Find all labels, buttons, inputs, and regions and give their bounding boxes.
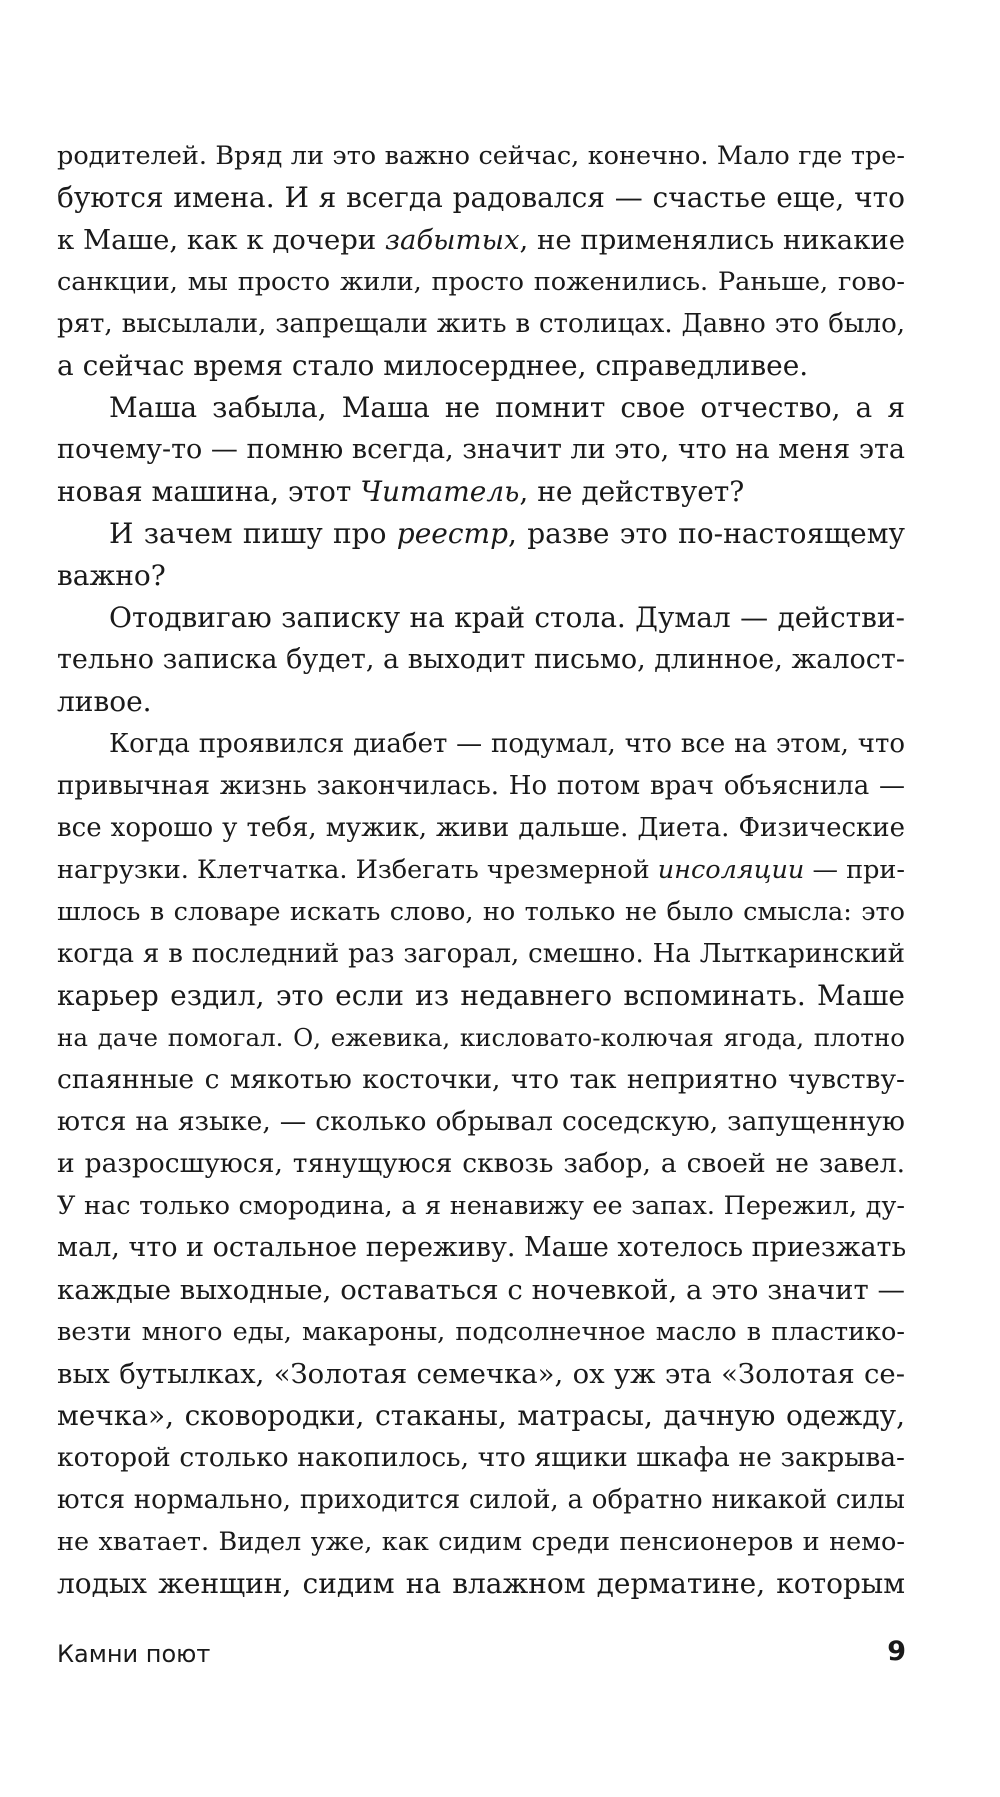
text-run: мечка», сковородки, стаканы, матрасы, дачную одежду, xyxy=(57,1399,905,1432)
text-line xyxy=(57,1437,905,1479)
text-run: ливое. xyxy=(57,685,152,718)
text-run: карьер ездил, это если из недавнего вспоминать. Маше xyxy=(57,979,905,1012)
text-run: У нас только смородина, а я ненавижу ее запах. Пережил, ду- xyxy=(57,1191,905,1221)
text-run: вых бутылках, «Золотая семечка», ох уж эта «Золотая се- xyxy=(57,1358,905,1390)
text-line xyxy=(57,1311,905,1353)
text-run: новая машина, этот xyxy=(57,475,361,508)
text-line xyxy=(57,303,905,345)
text-line xyxy=(57,555,905,597)
italic-term: инсоляции xyxy=(657,855,805,885)
text-line xyxy=(57,723,905,765)
text-line xyxy=(57,597,905,639)
text-run: Маша забыла, Маша не помнит свое отчество, а я xyxy=(109,391,905,424)
text-run: буются имена. И я всегда радовался — счастье еще, что xyxy=(57,181,905,214)
text-line xyxy=(57,765,905,807)
text-line xyxy=(57,807,905,849)
text-run: нагрузки. Клетчатка. Избегать чрезмерной xyxy=(57,855,658,885)
text-run: санкции, мы просто жили, просто поженились. Раньше, гово- xyxy=(57,267,905,297)
text-run: к Маше, как к дочери xyxy=(57,224,385,256)
text-line xyxy=(57,1563,905,1605)
text-line xyxy=(57,1479,905,1521)
text-run: шлось в словаре искать слово, но только не было смысла: это xyxy=(57,897,905,927)
text-run: , не действует? xyxy=(519,475,745,508)
text-line xyxy=(57,1101,905,1143)
running-footer-title: Камни поют xyxy=(57,1640,211,1668)
text-run: все хорошо у тебя, мужик, живи дальше. Диета. Физические xyxy=(57,813,905,843)
text-line xyxy=(57,513,905,555)
text-run: на даче помогал. О, ежевика, кисловато-колючая ягода, плотно xyxy=(57,1023,905,1052)
page-number: 9 xyxy=(887,1636,906,1667)
text-run: почему-то — помню всегда, значит ли это, что на меня эта xyxy=(57,434,905,465)
text-line xyxy=(57,639,905,681)
text-run: везти много еды, макароны, подсолнечное масло в пластико- xyxy=(57,1317,905,1347)
text-run: Отодвигаю записку на край стола. Думал — действи- xyxy=(109,601,905,634)
text-run: когда я в последний раз загорал, смешно. На Лыткаринский xyxy=(57,939,905,969)
body-text xyxy=(57,135,905,1605)
text-line xyxy=(57,345,905,387)
text-line xyxy=(57,1521,905,1563)
text-run: привычная жизнь закончилась. Но потом врач объяснила — xyxy=(57,771,905,801)
text-line xyxy=(57,219,905,261)
text-run: которой столько накопилось, что ящики шкафа не закрыва- xyxy=(57,1442,905,1473)
text-line xyxy=(57,1017,905,1059)
text-line xyxy=(57,387,905,429)
text-line xyxy=(57,1185,905,1227)
text-run: и разросшуюся, тянущуюся сквозь забор, а своей не завел. xyxy=(57,1148,905,1179)
text-line xyxy=(57,681,905,723)
text-line xyxy=(57,1395,905,1437)
text-line xyxy=(57,1059,905,1101)
text-line xyxy=(57,1143,905,1185)
text-line xyxy=(57,177,905,219)
text-run: ются на языке, — сколько обрывал соседскую, запущенную xyxy=(57,1106,905,1137)
text-run: спаянные с мякотью косточки, что так неприятно чувству- xyxy=(57,1064,905,1095)
text-run: лодых женщин, сидим на влажном дерматине, которым xyxy=(57,1567,905,1600)
text-line xyxy=(57,471,905,513)
text-run: родителей. Вряд ли это важно сейчас, конечно. Мало где тре- xyxy=(57,141,905,171)
text-run: каждые выходные, оставаться с ночевкой, а это значит — xyxy=(57,1274,905,1306)
text-run: а сейчас время стало милосерднее, справедливее. xyxy=(57,349,809,382)
text-run: важно? xyxy=(57,559,166,592)
italic-term: реестр xyxy=(396,517,509,550)
text-line xyxy=(57,933,905,975)
text-run: , разве это по-настоящему xyxy=(508,517,905,550)
text-line xyxy=(57,849,905,891)
text-run: рят, высылали, запрещали жить в столицах. Давно это было, xyxy=(57,309,905,339)
italic-term: Читатель xyxy=(360,475,520,508)
text-line xyxy=(57,975,905,1017)
text-run: Когда проявился диабет — подумал, что все на этом, что xyxy=(109,729,905,759)
text-run: ются нормально, приходится силой, а обратно никакой силы xyxy=(57,1485,905,1515)
text-line xyxy=(57,1269,905,1311)
text-line xyxy=(57,891,905,933)
text-run: не хватает. Видел уже, как сидим среди пенсионеров и немо- xyxy=(57,1527,905,1557)
text-run: — при- xyxy=(804,855,906,885)
text-run: И зачем пишу про xyxy=(109,517,397,550)
text-run: тельно записка будет, а выходит письмо, длинное, жалост- xyxy=(57,644,905,675)
text-run: , не применялись никакие xyxy=(519,224,905,256)
text-line xyxy=(57,1353,905,1395)
text-line xyxy=(57,135,905,177)
text-line xyxy=(57,261,905,303)
text-line xyxy=(57,429,905,471)
text-run: мал, что и остальное переживу. Маше хотелось приезжать xyxy=(57,1232,907,1263)
text-line xyxy=(57,1227,905,1269)
italic-term: забытых xyxy=(384,224,520,256)
